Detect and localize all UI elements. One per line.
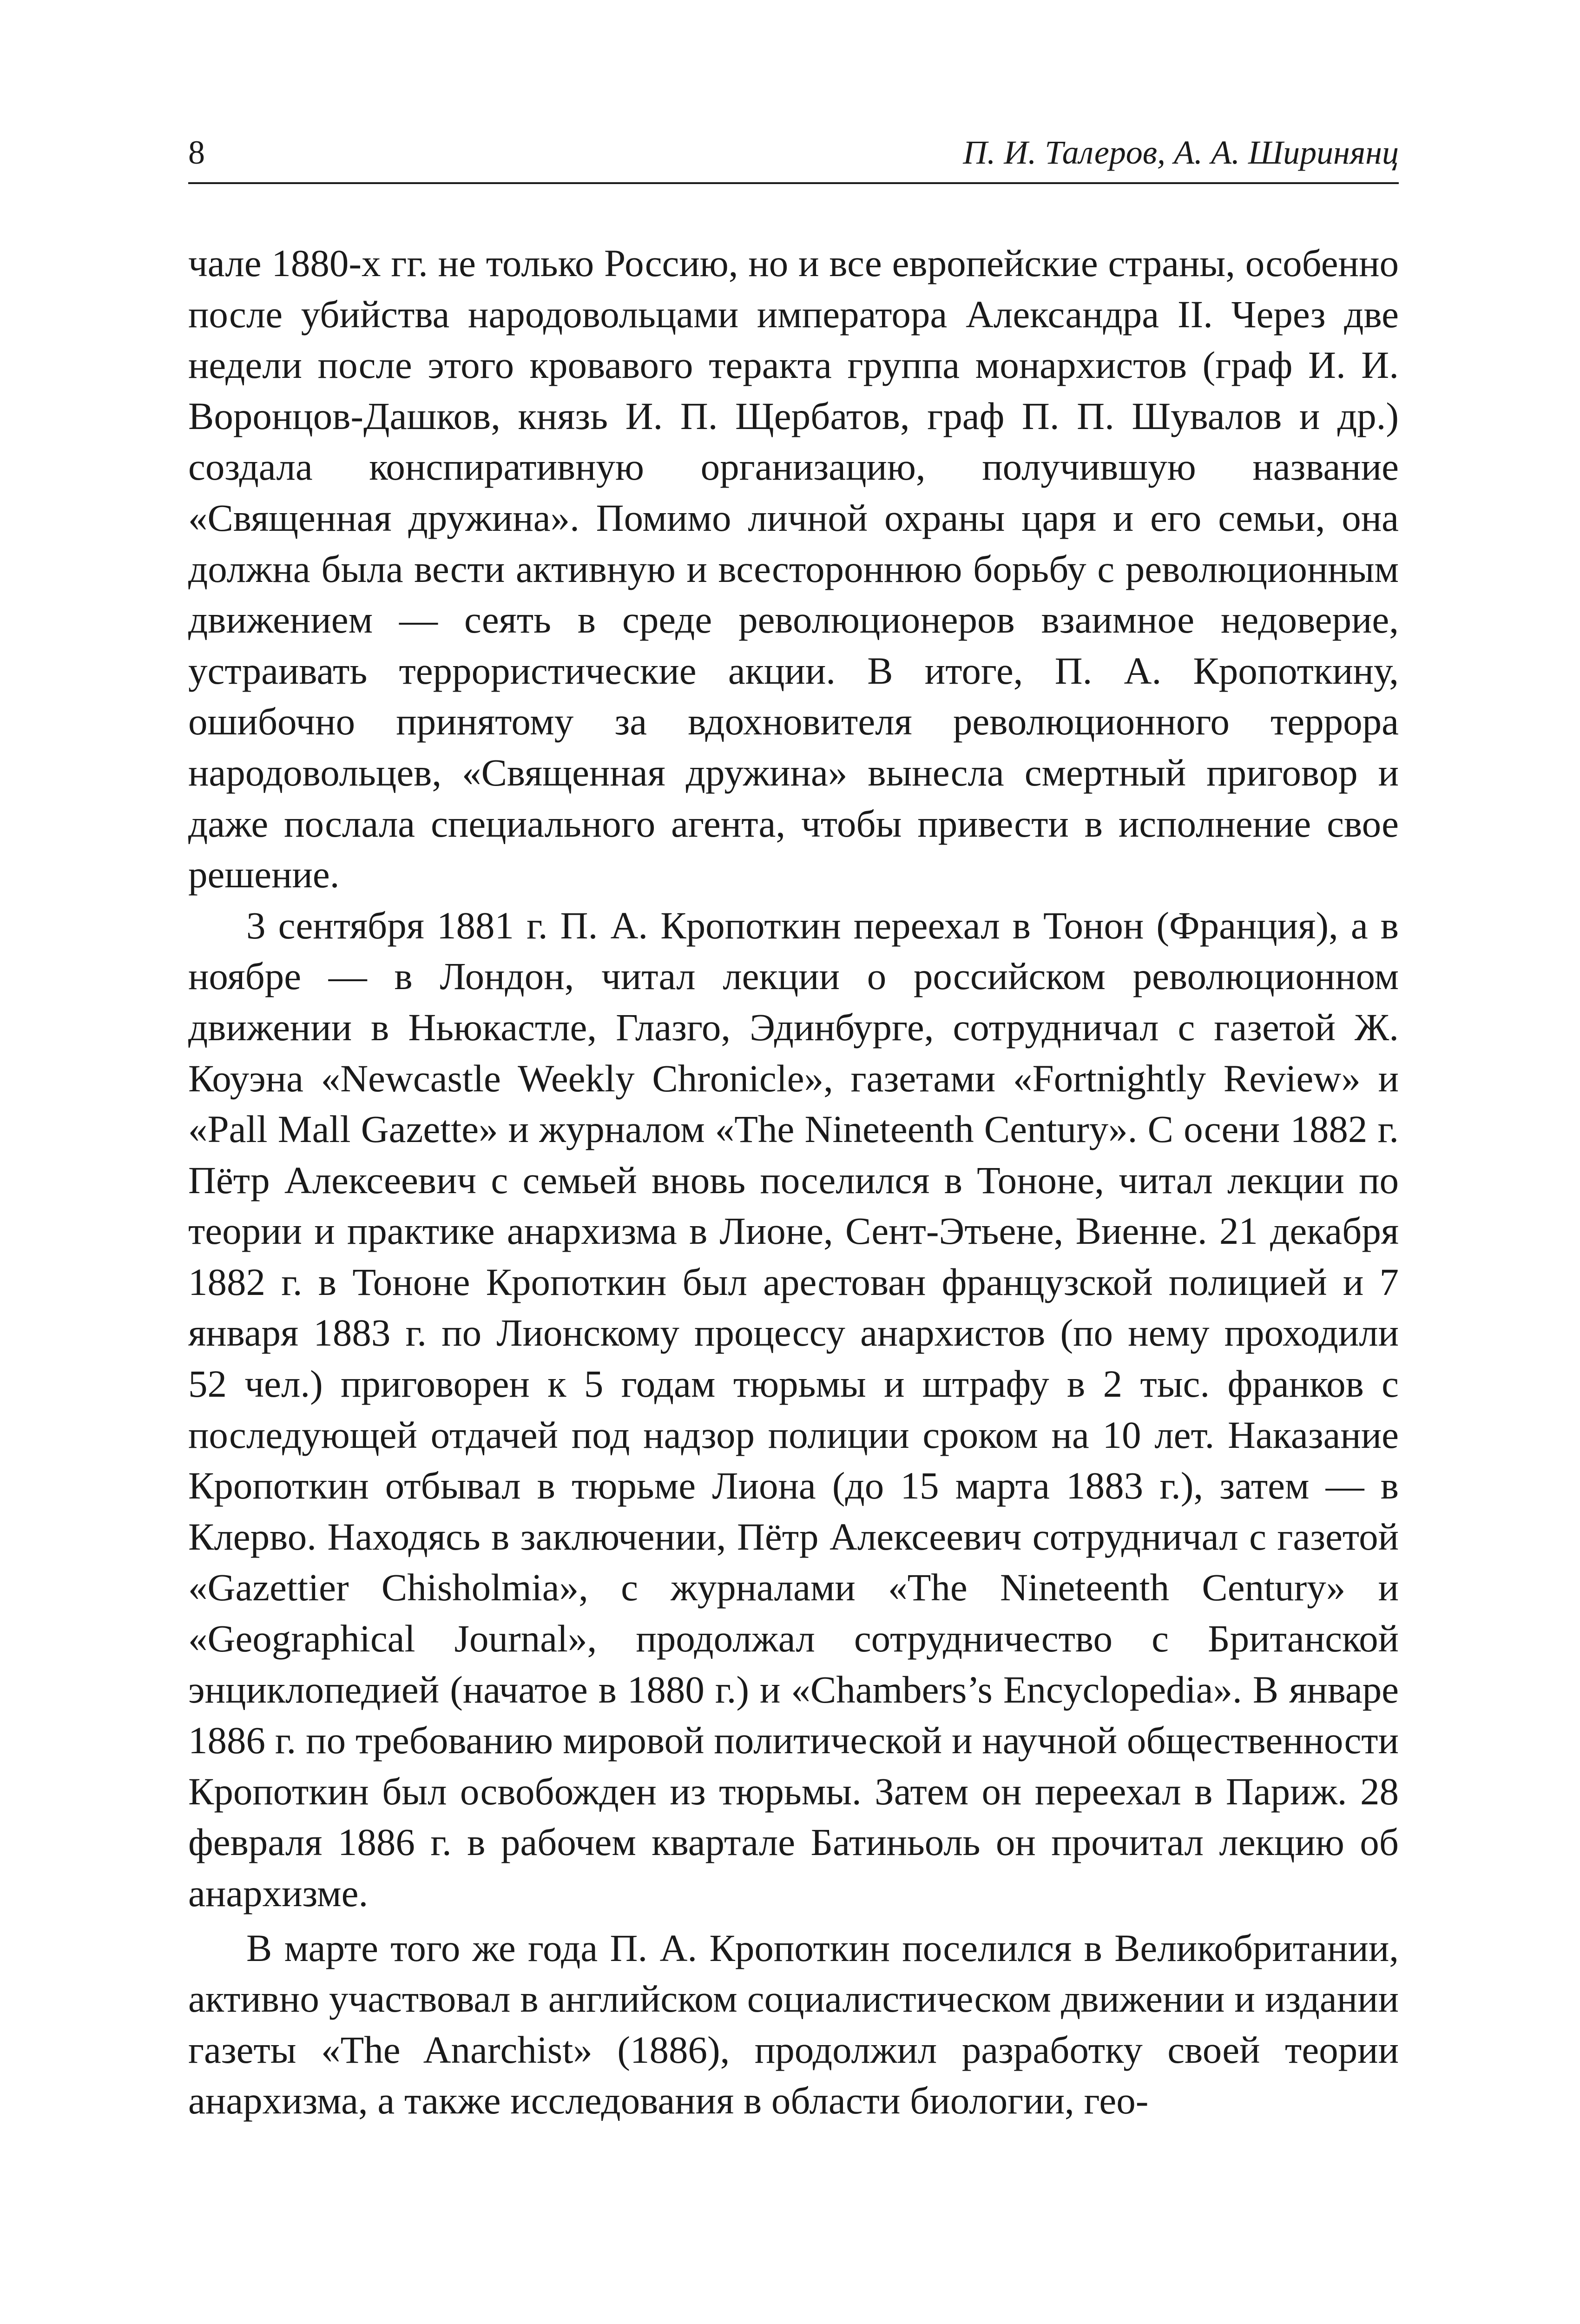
page-number: 8 <box>188 134 205 171</box>
body-text <box>188 238 1399 2126</box>
running-head <box>188 126 1399 184</box>
paragraph-2: 3 сентября 1881 г. П. А. Кропоткин переехал в Тонон (Франция), а в ноябре — в Лондон, читал лекции о российском революционном движении в Ньюкастле, Глазго, Эдинбурге, сотрудничал с газетой Ж. Коуэна «Newcastle Weekly Chronicle», газетами «Fortnightly Review» и «Pall Mall Gazette» и журналом «The Nineteenth Century». С осени 1882 г. Пётр Алексеевич с семьей вновь поселился в Тононе, читал лекции по теории и практике анархизма в Лионе, Сент-Этьене, Виенне. 21 декабря 1882 г. в Тононе Кропоткин был арестован французской полицией и 7 января 1883 г. по Лионскому процессу анархистов (по нему проходили 52 чел.) приговорен к 5 годам тюрьмы и штрафу в 2 тыс. франков с последующей отдачей под надзор полиции сроком на 10 лет. Наказание Кропоткин отбывал в тюрьме Лиона (до 15 марта 1883 г.), затем — в Клерво. Находясь в заключении, Пётр Алексеевич сотрудничал с газетой «Gazettier Chisholmia», с журналами «The Nineteenth Century» и «Geographical Journal», продолжал сотрудничество с Британской энциклопедией (начатое в 1880 г.) и «Chambers’s Encyclopedia». В январе 1886 г. по требованию мировой политической и научной общественности Кропоткин был освобожден из тюрьмы. Затем он переехал в Париж. 28 февраля 1886 г. в рабочем квартале Батиньоль он прочитал лекцию об анархизме. <box>188 904 1399 1915</box>
running-head-authors: П. И. Талеров, А. А. Ширинянц <box>963 134 1399 171</box>
paragraph-1: чале 1880-х гг. не только Россию, но и все европейские страны, особенно после убийства народовольцами императора Александра II. Через две недели после этого кровавого теракта группа монархистов (граф И. И. Воронцов-Дашков, князь И. П. Щербатов, граф П. П. Шувалов и др.) создала конспиративную организацию, получившую название «Священная дружина». Помимо личной охраны царя и его семьи, она должна была вести активную и всестороннюю борьбу с революционным движением — сеять в среде революционеров взаимное недоверие, устраивать террористические акции. В итоге, П. А. Кропоткину, ошибочно принятому за вдохновителя революционного террора народовольцев, «Священная дружина» вынесла смертный приговор и даже послала специального агента, чтобы привести в исполнение свое решение. <box>188 242 1399 896</box>
paragraph-3: В марте того же года П. А. Кропоткин поселился в Великобритании, активно участвовал в английском социалистическом движении и издании газеты «The Anarchist» (1886), продолжил разработку своей теории анархизма, а также исследования в области биологии, гео- <box>188 1926 1399 2122</box>
